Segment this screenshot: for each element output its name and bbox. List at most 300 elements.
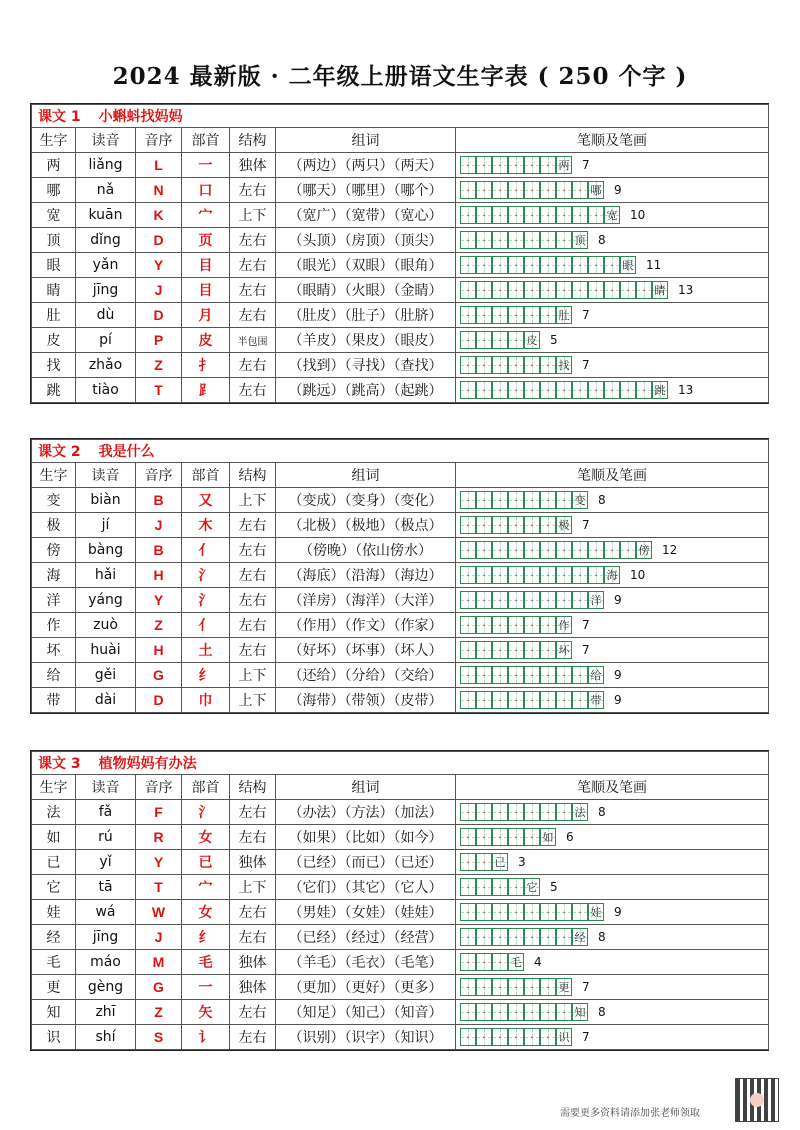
radical-cell: 目	[182, 253, 230, 278]
stroke-step-box	[492, 666, 508, 684]
stroke-step-glyph: ·	[546, 234, 550, 247]
stroke-step-glyph: ·	[482, 519, 486, 532]
stroke-step-glyph: ·	[482, 359, 486, 372]
stroke-step-box	[556, 231, 572, 249]
stroke-step-box	[492, 1028, 508, 1046]
stroke-step-box	[476, 928, 492, 946]
stroke-step-glyph: ·	[578, 209, 582, 222]
stroke-order-cell	[456, 900, 769, 925]
stroke-step-glyph: 海	[606, 569, 618, 582]
stroke-step-box	[460, 1028, 476, 1046]
character-cell: 给	[32, 663, 76, 688]
stroke-step-glyph: ·	[530, 234, 534, 247]
word-group-cell: （哪天）（哪里）（哪个）	[276, 178, 456, 203]
stroke-step-glyph: ·	[530, 384, 534, 397]
stroke-step-glyph: ·	[562, 931, 566, 944]
word-group-cell: （头顶）（房顶）（顶尖）	[276, 228, 456, 253]
stroke-step-box	[460, 356, 476, 374]
pinyin-cell: jí	[76, 513, 136, 538]
stroke-step-box	[508, 331, 524, 349]
stroke-step-glyph: ·	[514, 906, 518, 919]
stroke-step-glyph: ·	[498, 831, 502, 844]
stroke-step-glyph: ·	[466, 1006, 470, 1019]
stroke-step-box	[620, 381, 636, 399]
stroke-step-box	[540, 928, 556, 946]
pinyin-cell: fǎ	[76, 800, 136, 825]
stroke-step-glyph: ·	[562, 694, 566, 707]
phonetic-index-cell: D	[136, 688, 182, 713]
stroke-step-glyph: ·	[514, 644, 518, 657]
lesson-header	[32, 752, 769, 775]
stroke-step-glyph: ·	[482, 259, 486, 272]
stroke-step-glyph: ·	[482, 856, 486, 869]
stroke-step-box	[492, 256, 508, 274]
stroke-step-box	[572, 381, 588, 399]
stroke-step-glyph: ·	[498, 1031, 502, 1044]
stroke-step-glyph: ·	[546, 284, 550, 297]
stroke-step-box	[460, 306, 476, 324]
stroke-step-glyph: 识	[558, 1031, 570, 1044]
stroke-step-glyph: 坏	[558, 644, 570, 657]
word-group-cell: （识别）（识字）（知识）	[276, 1025, 456, 1050]
stroke-step-glyph: 给	[590, 669, 602, 682]
stroke-step-glyph: ·	[562, 1006, 566, 1019]
stroke-step-box	[556, 666, 572, 684]
stroke-step-box	[652, 281, 668, 299]
stroke-count: 7	[582, 158, 590, 172]
table-row	[32, 663, 769, 688]
stroke-step-box	[604, 381, 620, 399]
stroke-step-glyph: ·	[466, 159, 470, 172]
stroke-step-glyph: ·	[514, 831, 518, 844]
character-cell: 顶	[32, 228, 76, 253]
stroke-step-glyph: ·	[530, 619, 534, 632]
stroke-step-glyph: ·	[530, 309, 534, 322]
stroke-step-glyph: ·	[530, 569, 534, 582]
stroke-step-glyph: ·	[546, 669, 550, 682]
stroke-step-glyph: ·	[546, 359, 550, 372]
stroke-step-box	[540, 641, 556, 659]
column-header: 笔顺及笔画	[456, 128, 769, 153]
stroke-step-box	[556, 978, 572, 996]
phonetic-index-cell: Z	[136, 613, 182, 638]
word-group-cell: （男娃）（女娃）（娃娃）	[276, 900, 456, 925]
column-header: 结构	[230, 775, 276, 800]
stroke-grid	[460, 206, 620, 224]
stroke-step-box	[508, 878, 524, 896]
stroke-step-glyph: ·	[482, 981, 486, 994]
stroke-step-glyph: 跳	[654, 384, 666, 397]
stroke-step-glyph: ·	[514, 359, 518, 372]
stroke-step-box	[524, 878, 540, 896]
stroke-step-box	[476, 828, 492, 846]
stroke-step-glyph: ·	[530, 831, 534, 844]
stroke-step-box	[540, 828, 556, 846]
stroke-step-glyph: ·	[466, 881, 470, 894]
phonetic-index-cell: B	[136, 488, 182, 513]
character-cell: 经	[32, 925, 76, 950]
pinyin-cell: jīng	[76, 925, 136, 950]
stroke-step-box	[572, 256, 588, 274]
phonetic-index-cell: L	[136, 153, 182, 178]
stroke-step-box	[492, 156, 508, 174]
structure-cell: 上下	[230, 663, 276, 688]
stroke-step-glyph: ·	[546, 494, 550, 507]
stroke-step-glyph: ·	[546, 981, 550, 994]
structure-cell: 左右	[230, 900, 276, 925]
stroke-grid	[460, 1003, 588, 1021]
stroke-step-glyph: ·	[482, 594, 486, 607]
column-header: 部首	[182, 128, 230, 153]
column-header: 生字	[32, 775, 76, 800]
table-row	[32, 975, 769, 1000]
phonetic-index-cell: T	[136, 378, 182, 403]
phonetic-index-cell: K	[136, 203, 182, 228]
pinyin-cell: jīng	[76, 278, 136, 303]
stroke-step-box	[460, 803, 476, 821]
stroke-order-cell	[456, 1025, 769, 1050]
stroke-step-box	[476, 256, 492, 274]
stroke-step-box	[636, 281, 652, 299]
stroke-step-glyph: ·	[514, 1031, 518, 1044]
stroke-step-glyph: ·	[498, 519, 502, 532]
radical-cell: 宀	[182, 203, 230, 228]
stroke-step-box	[508, 828, 524, 846]
pinyin-cell: pí	[76, 328, 136, 353]
pinyin-cell: wá	[76, 900, 136, 925]
character-cell: 哪	[32, 178, 76, 203]
stroke-step-box	[492, 231, 508, 249]
stroke-grid	[460, 591, 604, 609]
lesson-table	[31, 751, 769, 1050]
stroke-step-box	[540, 541, 556, 559]
stroke-count: 7	[582, 518, 590, 532]
stroke-step-box	[460, 1003, 476, 1021]
character-cell: 已	[32, 850, 76, 875]
stroke-step-glyph: ·	[530, 644, 534, 657]
stroke-step-glyph: ·	[498, 544, 502, 557]
stroke-step-glyph: ·	[466, 956, 470, 969]
stroke-grid	[460, 541, 652, 559]
structure-cell: 上下	[230, 488, 276, 513]
stroke-step-box	[524, 1028, 540, 1046]
structure-cell: 左右	[230, 588, 276, 613]
stroke-step-glyph: ·	[562, 569, 566, 582]
stroke-step-box	[540, 566, 556, 584]
structure-cell: 左右	[230, 278, 276, 303]
stroke-step-glyph: ·	[562, 209, 566, 222]
radical-cell: 一	[182, 975, 230, 1000]
stroke-step-glyph: ·	[498, 931, 502, 944]
stroke-step-box	[476, 978, 492, 996]
word-group-cell: （已经）（经过）（经营）	[276, 925, 456, 950]
stroke-step-glyph: ·	[610, 384, 614, 397]
column-header: 读音	[76, 775, 136, 800]
stroke-step-box	[572, 666, 588, 684]
pinyin-cell: huài	[76, 638, 136, 663]
stroke-step-box	[540, 803, 556, 821]
stroke-step-box	[508, 306, 524, 324]
stroke-step-box	[492, 591, 508, 609]
radical-cell: 毛	[182, 950, 230, 975]
stroke-grid	[460, 281, 668, 299]
stroke-step-glyph: ·	[466, 359, 470, 372]
stroke-step-glyph: ·	[578, 184, 582, 197]
word-group-cell: （羊皮）（果皮）（眼皮）	[276, 328, 456, 353]
stroke-step-glyph: ·	[562, 906, 566, 919]
word-group-cell: （宽广）（宽带）（宽心）	[276, 203, 456, 228]
structure-cell: 左右	[230, 800, 276, 825]
table-row	[32, 153, 769, 178]
stroke-step-glyph: ·	[466, 694, 470, 707]
stroke-step-box	[460, 691, 476, 709]
stroke-step-box	[524, 903, 540, 921]
stroke-grid	[460, 181, 604, 199]
phonetic-index-cell: R	[136, 825, 182, 850]
stroke-step-glyph: ·	[562, 234, 566, 247]
stroke-step-glyph: 法	[574, 806, 586, 819]
stroke-step-box	[476, 803, 492, 821]
column-header: 音序	[136, 775, 182, 800]
lesson-name: 我是什么	[98, 444, 155, 460]
stroke-step-box	[508, 928, 524, 946]
stroke-step-glyph: ·	[530, 1031, 534, 1044]
stroke-step-box	[492, 381, 508, 399]
stroke-order-cell	[456, 303, 769, 328]
stroke-step-box	[540, 903, 556, 921]
stroke-step-glyph: ·	[498, 284, 502, 297]
stroke-step-glyph: ·	[546, 544, 550, 557]
stroke-step-box	[556, 156, 572, 174]
stroke-count: 8	[598, 930, 606, 944]
stroke-count: 9	[614, 183, 622, 197]
stroke-step-glyph: ·	[546, 259, 550, 272]
table-row	[32, 328, 769, 353]
word-group-cell: （傍晚）（依山傍水）	[276, 538, 456, 563]
stroke-count: 10	[630, 568, 646, 582]
phonetic-index-cell: P	[136, 328, 182, 353]
stroke-step-box	[540, 616, 556, 634]
phonetic-index-cell: Y	[136, 588, 182, 613]
stroke-step-glyph: ·	[578, 259, 582, 272]
stroke-step-glyph: ·	[466, 831, 470, 844]
stroke-step-glyph: ·	[482, 1031, 486, 1044]
stroke-step-glyph: ·	[530, 931, 534, 944]
stroke-step-box	[604, 206, 620, 224]
stroke-step-box	[572, 591, 588, 609]
stroke-step-box	[460, 591, 476, 609]
stroke-step-box	[476, 691, 492, 709]
stroke-step-box	[508, 491, 524, 509]
word-group-cell: （海底）（沿海）（海边）	[276, 563, 456, 588]
pinyin-cell: gěi	[76, 663, 136, 688]
stroke-step-box	[556, 903, 572, 921]
phonetic-index-cell: D	[136, 303, 182, 328]
stroke-count: 13	[678, 283, 694, 297]
stroke-order-cell	[456, 278, 769, 303]
character-cell: 作	[32, 613, 76, 638]
stroke-step-box	[508, 641, 524, 659]
stroke-step-glyph: ·	[482, 569, 486, 582]
stroke-step-box	[572, 803, 588, 821]
stroke-step-box	[556, 541, 572, 559]
radical-cell: 口	[182, 178, 230, 203]
pinyin-cell: zuò	[76, 613, 136, 638]
structure-cell: 左右	[230, 513, 276, 538]
word-group-cell: （眼光）（双眼）（眼角）	[276, 253, 456, 278]
stroke-step-box	[460, 928, 476, 946]
stroke-order-cell	[456, 613, 769, 638]
stroke-step-box	[540, 691, 556, 709]
radical-cell: 女	[182, 825, 230, 850]
stroke-step-glyph: ·	[482, 831, 486, 844]
stroke-step-box	[556, 206, 572, 224]
stroke-step-box	[508, 156, 524, 174]
stroke-step-glyph: ·	[498, 806, 502, 819]
qr-code-image	[735, 1078, 779, 1122]
radical-cell: 土	[182, 638, 230, 663]
phonetic-index-cell: Z	[136, 353, 182, 378]
stroke-count: 6	[566, 830, 574, 844]
stroke-step-box	[604, 256, 620, 274]
stroke-step-box	[572, 491, 588, 509]
stroke-step-glyph: ·	[466, 519, 470, 532]
stroke-step-box	[492, 903, 508, 921]
word-group-cell: （已经）（而已）（已还）	[276, 850, 456, 875]
stroke-step-box	[492, 641, 508, 659]
stroke-step-glyph: ·	[514, 309, 518, 322]
stroke-step-box	[508, 903, 524, 921]
stroke-count: 7	[582, 358, 590, 372]
stroke-step-box	[540, 156, 556, 174]
stroke-step-glyph: ·	[498, 359, 502, 372]
stroke-step-glyph: ·	[482, 644, 486, 657]
stroke-step-box	[460, 181, 476, 199]
stroke-step-glyph: ·	[530, 159, 534, 172]
stroke-step-box	[460, 381, 476, 399]
word-group-cell: （北极）（极地）（极点）	[276, 513, 456, 538]
stroke-step-glyph: ·	[514, 284, 518, 297]
structure-cell: 左右	[230, 378, 276, 403]
pinyin-cell: gèng	[76, 975, 136, 1000]
table-row	[32, 563, 769, 588]
stroke-grid	[460, 256, 636, 274]
lesson-number: 课文 2	[38, 444, 81, 460]
stroke-step-box	[492, 953, 508, 971]
lesson-name: 小蝌蚪找妈妈	[98, 109, 183, 125]
stroke-step-glyph: ·	[642, 384, 646, 397]
stroke-step-box	[508, 1003, 524, 1021]
table-row	[32, 253, 769, 278]
lesson-table-3	[30, 750, 769, 1051]
stroke-step-box	[476, 491, 492, 509]
stroke-step-glyph: ·	[498, 309, 502, 322]
stroke-step-box	[460, 231, 476, 249]
stroke-step-box	[508, 591, 524, 609]
column-header: 结构	[230, 463, 276, 488]
structure-cell: 独体	[230, 950, 276, 975]
stroke-step-box	[460, 616, 476, 634]
stroke-step-glyph: ·	[530, 184, 534, 197]
stroke-grid	[460, 491, 588, 509]
stroke-step-box	[588, 691, 604, 709]
stroke-step-box	[572, 231, 588, 249]
stroke-step-glyph: 两	[558, 159, 570, 172]
stroke-order-cell	[456, 875, 769, 900]
stroke-step-glyph: ·	[530, 494, 534, 507]
stroke-step-box	[524, 591, 540, 609]
structure-cell: 上下	[230, 203, 276, 228]
stroke-order-cell	[456, 538, 769, 563]
stroke-step-box	[460, 953, 476, 971]
stroke-step-glyph: ·	[514, 494, 518, 507]
stroke-step-box	[460, 566, 476, 584]
stroke-step-box	[540, 356, 556, 374]
stroke-step-box	[492, 491, 508, 509]
column-header: 读音	[76, 128, 136, 153]
stroke-step-box	[492, 356, 508, 374]
stroke-step-box	[508, 281, 524, 299]
stroke-count: 7	[582, 1030, 590, 1044]
stroke-step-box	[476, 381, 492, 399]
word-group-cell: （找到）（寻找）（查找）	[276, 353, 456, 378]
stroke-step-glyph: ·	[482, 956, 486, 969]
stroke-step-box	[460, 666, 476, 684]
stroke-step-box	[492, 691, 508, 709]
stroke-step-glyph: ·	[482, 384, 486, 397]
structure-cell: 左右	[230, 1000, 276, 1025]
stroke-step-glyph: ·	[594, 284, 598, 297]
stroke-step-box	[492, 206, 508, 224]
radical-cell: 氵	[182, 800, 230, 825]
stroke-order-cell	[456, 663, 769, 688]
stroke-order-cell	[456, 178, 769, 203]
radical-cell: 月	[182, 303, 230, 328]
stroke-step-box	[460, 641, 476, 659]
stroke-step-glyph: ·	[482, 284, 486, 297]
stroke-step-glyph: ·	[514, 694, 518, 707]
character-cell: 跳	[32, 378, 76, 403]
stroke-step-glyph: ·	[546, 569, 550, 582]
stroke-step-box	[652, 381, 668, 399]
stroke-step-glyph: ·	[514, 931, 518, 944]
stroke-step-box	[460, 878, 476, 896]
stroke-step-glyph: ·	[562, 669, 566, 682]
phonetic-index-cell: J	[136, 513, 182, 538]
stroke-step-glyph: ·	[514, 1006, 518, 1019]
stroke-order-cell	[456, 378, 769, 403]
stroke-order-cell	[456, 975, 769, 1000]
stroke-step-glyph: ·	[530, 594, 534, 607]
stroke-step-glyph: ·	[482, 159, 486, 172]
stroke-step-glyph: ·	[514, 259, 518, 272]
table-row	[32, 638, 769, 663]
stroke-step-box	[620, 256, 636, 274]
stroke-order-cell	[456, 353, 769, 378]
stroke-step-box	[572, 206, 588, 224]
table-row	[32, 178, 769, 203]
stroke-step-box	[476, 206, 492, 224]
table-row	[32, 950, 769, 975]
stroke-step-box	[556, 1003, 572, 1021]
stroke-step-glyph: ·	[498, 494, 502, 507]
stroke-grid	[460, 1028, 572, 1046]
stroke-step-box	[540, 1003, 556, 1021]
stroke-count: 3	[518, 855, 526, 869]
structure-cell: 上下	[230, 688, 276, 713]
character-cell: 毛	[32, 950, 76, 975]
stroke-step-glyph: 经	[574, 931, 586, 944]
